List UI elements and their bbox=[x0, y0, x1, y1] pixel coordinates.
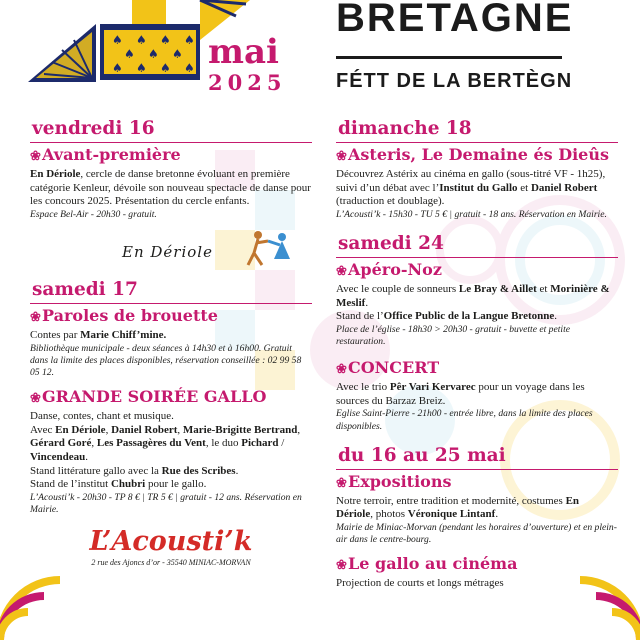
svg-text:♠: ♠ bbox=[184, 33, 195, 47]
event-info: L’Acousti’k - 15h30 - TU 5 € | gratuit - 18 ans. Réservation en Mairie. bbox=[336, 208, 607, 220]
year-label: 2025 bbox=[208, 70, 287, 95]
event-description: En Dériole, cercle de danse bretonne évoluant en première catégorie Kenleur, dévoile son nouveau spectacle de danse pour les concours 2025. Présentation du cercle enfants. bbox=[30, 168, 311, 208]
event-info: Bibliothèque municipale - deux séances à 14h30 et à 16h00. Gratuit dans la limite des places disponibles, réservation conseillée : 02 99 58 05 12. bbox=[30, 342, 302, 378]
dancers-icon bbox=[244, 229, 300, 269]
event-info: Espace Bel-Air - 20h30 - gratuit. bbox=[30, 208, 157, 220]
svg-text:♠: ♠ bbox=[136, 61, 147, 75]
day-heading-samedi-24: samedi 24 bbox=[336, 233, 618, 258]
day-heading-date-range: du 16 au 25 mai bbox=[336, 445, 618, 470]
event-title-gallo-cinema: ❀Le gallo au cinéma bbox=[336, 554, 618, 576]
event-description: Stand de l’institut Chubri pour le gallo. bbox=[30, 478, 207, 491]
svg-text:♠: ♠ bbox=[136, 33, 147, 47]
flower-bullet-icon: ❀ bbox=[336, 475, 347, 491]
event-description: Notre terroir, entre tradition et modernité, costumes En Dériole, photos Véronique Lintanf. bbox=[336, 494, 580, 521]
svg-text:♠: ♠ bbox=[124, 47, 135, 61]
event-title-avant-premiere: ❀Avant-première bbox=[30, 145, 312, 167]
svg-text:♠: ♠ bbox=[160, 33, 171, 47]
flower-bullet-icon: ❀ bbox=[336, 362, 347, 378]
day-heading-vendredi: vendredi 16 bbox=[30, 118, 312, 143]
flower-bullet-icon: ❀ bbox=[30, 149, 41, 164]
page-title: BRETAGNE bbox=[336, 0, 574, 40]
event-description: Découvrez Astérix au cinéma en gallo (sous-titré VF - 1h25), suivi d’un débat avec l’Institut du Gallo et Daniel Robert (traduction et doublage). bbox=[336, 168, 606, 208]
event-description: Avec En Dériole, Daniel Robert, Marie-Brigitte Bertrand, Gérard Goré, Les Passagères du Vent, le duo Pichard / Vincendeau. bbox=[30, 423, 301, 463]
svg-text:♠: ♠ bbox=[112, 33, 123, 47]
event-info: Place de l’église - 18h30 > 20h30 - gratuit - buvette et petite restauration. bbox=[336, 323, 570, 347]
svg-text:♠: ♠ bbox=[184, 61, 195, 75]
month-label: mai bbox=[208, 32, 279, 72]
flower-bullet-icon: ❀ bbox=[336, 558, 347, 574]
day-heading-dimanche: dimanche 18 bbox=[336, 118, 618, 143]
left-column bbox=[30, 118, 312, 567]
event-info: Mairie de Miniac-Morvan (pendant les horaires d’ouverture) et en plein-air dans le centre-bourg. bbox=[336, 521, 617, 546]
event-description: Stand de l’Office Public de la Langue Bretonne. bbox=[336, 310, 558, 323]
title-divider bbox=[336, 56, 562, 59]
en-deriole-logo: En Dériole bbox=[30, 229, 312, 269]
svg-text:♠: ♠ bbox=[160, 61, 171, 75]
event-title-grande-soiree: ❀GRANDE SOIRÉE GALLO bbox=[30, 387, 312, 409]
acoustik-logo: L’Acousti’k bbox=[89, 526, 253, 558]
svg-text:♠: ♠ bbox=[172, 47, 183, 61]
event-title-asteris: ❀Asteris, Le Demaine és Dieûs bbox=[336, 145, 618, 167]
event-title-expositions: ❀Expositions bbox=[336, 472, 618, 494]
event-title-concert: ❀CONCERT bbox=[336, 358, 618, 380]
right-column bbox=[336, 118, 618, 591]
flower-bullet-icon: ❀ bbox=[336, 263, 347, 279]
event-description: Avec le couple de sonneurs Le Bray & Aillet et Morinière & Meslif. bbox=[336, 282, 610, 309]
svg-text:♠: ♠ bbox=[112, 61, 123, 75]
event-description: Stand littérature gallo avec la Rue des Scribes. bbox=[30, 464, 239, 477]
svg-text:♠: ♠ bbox=[148, 47, 159, 61]
flower-bullet-icon: ❀ bbox=[30, 309, 41, 325]
event-info: L’Acousti’k - 20h30 - TP 8 € | TR 5 € | gratuit - 12 ans. Réservation en Mairie. bbox=[30, 491, 302, 515]
venue-address: 2 rue des Ajoncs d’or - 35540 MINIAC-MORVAN bbox=[91, 558, 251, 568]
page-subtitle: FÉTT DE LA BERTÈGN bbox=[336, 70, 573, 92]
flower-bullet-icon: ❀ bbox=[30, 391, 41, 407]
event-description: Avec le trio Pêr Vari Kervarec pour un voyage dans les sources du Barzaz Breiz. bbox=[336, 381, 585, 407]
flower-bullet-icon: ❀ bbox=[336, 149, 347, 164]
event-info: Eglise Saint-Pierre - 21h00 - entrée libre, dans la limite des places disponibles. bbox=[336, 408, 593, 432]
event-description: Danse, contes, chant et musique. bbox=[30, 410, 174, 423]
day-heading-samedi-17: samedi 17 bbox=[30, 279, 312, 304]
event-description: Projection de courts et longs métrages bbox=[336, 577, 504, 590]
event-title-paroles: ❀Paroles de brouette bbox=[30, 306, 312, 328]
event-title-apero-noz: ❀Apéro-Noz bbox=[336, 260, 618, 282]
event-description: Contes par Marie Chiff’mine. bbox=[30, 328, 167, 341]
